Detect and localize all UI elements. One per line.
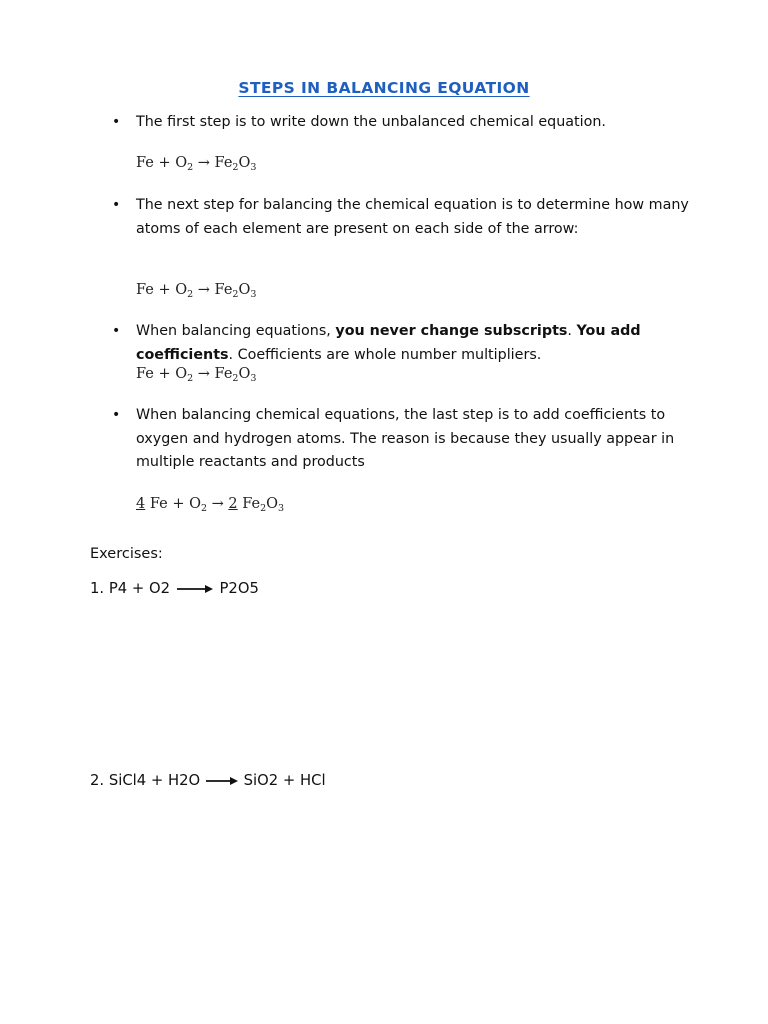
exercise-number: 1. xyxy=(90,580,105,597)
coefficient-4: 4 xyxy=(136,496,146,512)
exercises-heading: Exercises: xyxy=(90,546,163,562)
step-1-text: The first step is to write down the unbalanced chemical equation. xyxy=(136,114,606,130)
exercise-number: 2. xyxy=(90,772,105,789)
bullet: • xyxy=(112,407,121,423)
exercise-reactants: SiCl4 + H2O xyxy=(108,772,201,789)
bullet: • xyxy=(112,197,121,213)
exercise-products: P2O5 xyxy=(219,580,259,597)
bullet: • xyxy=(112,323,121,339)
exercise-1 xyxy=(90,580,259,597)
reaction-arrow-icon xyxy=(175,583,215,595)
step-2-text: The next step for balancing the chemical equation is to determine how many atoms of each element are present on each side of the arrow: xyxy=(136,197,689,237)
page-title: STEPS IN BALANCING EQUATION xyxy=(238,79,530,97)
equation-1: $Fe + O_2 \to Fe_2O_3$ xyxy=(136,155,257,173)
equation-2: $Fe + O_2 \to Fe_2O_3$ xyxy=(136,282,257,300)
reaction-arrow-icon xyxy=(205,775,239,787)
step-4-text: When balancing chemical equations, the last step is to add coefficients to oxygen and hydrogen atoms. The reason is because they usually appear in multiple reactants and products xyxy=(136,407,675,470)
bullet: • xyxy=(112,114,121,130)
equation-3: $Fe + O_2 \to Fe_2O_3$ xyxy=(136,366,257,384)
coefficient-2: 2 xyxy=(228,496,238,512)
step-3-text: When balancing equations, you never change subscripts. You add coefficients. Coefficients are whole number multipliers. xyxy=(136,323,641,363)
exercise-2 xyxy=(90,772,326,789)
equation-4: 4 $Fe + O_2 \to 2$ $Fe_2O_3$ xyxy=(136,496,285,514)
exercise-products: SiO2 + HCl xyxy=(243,772,326,789)
exercise-reactants: P4 + O2 xyxy=(108,580,171,597)
